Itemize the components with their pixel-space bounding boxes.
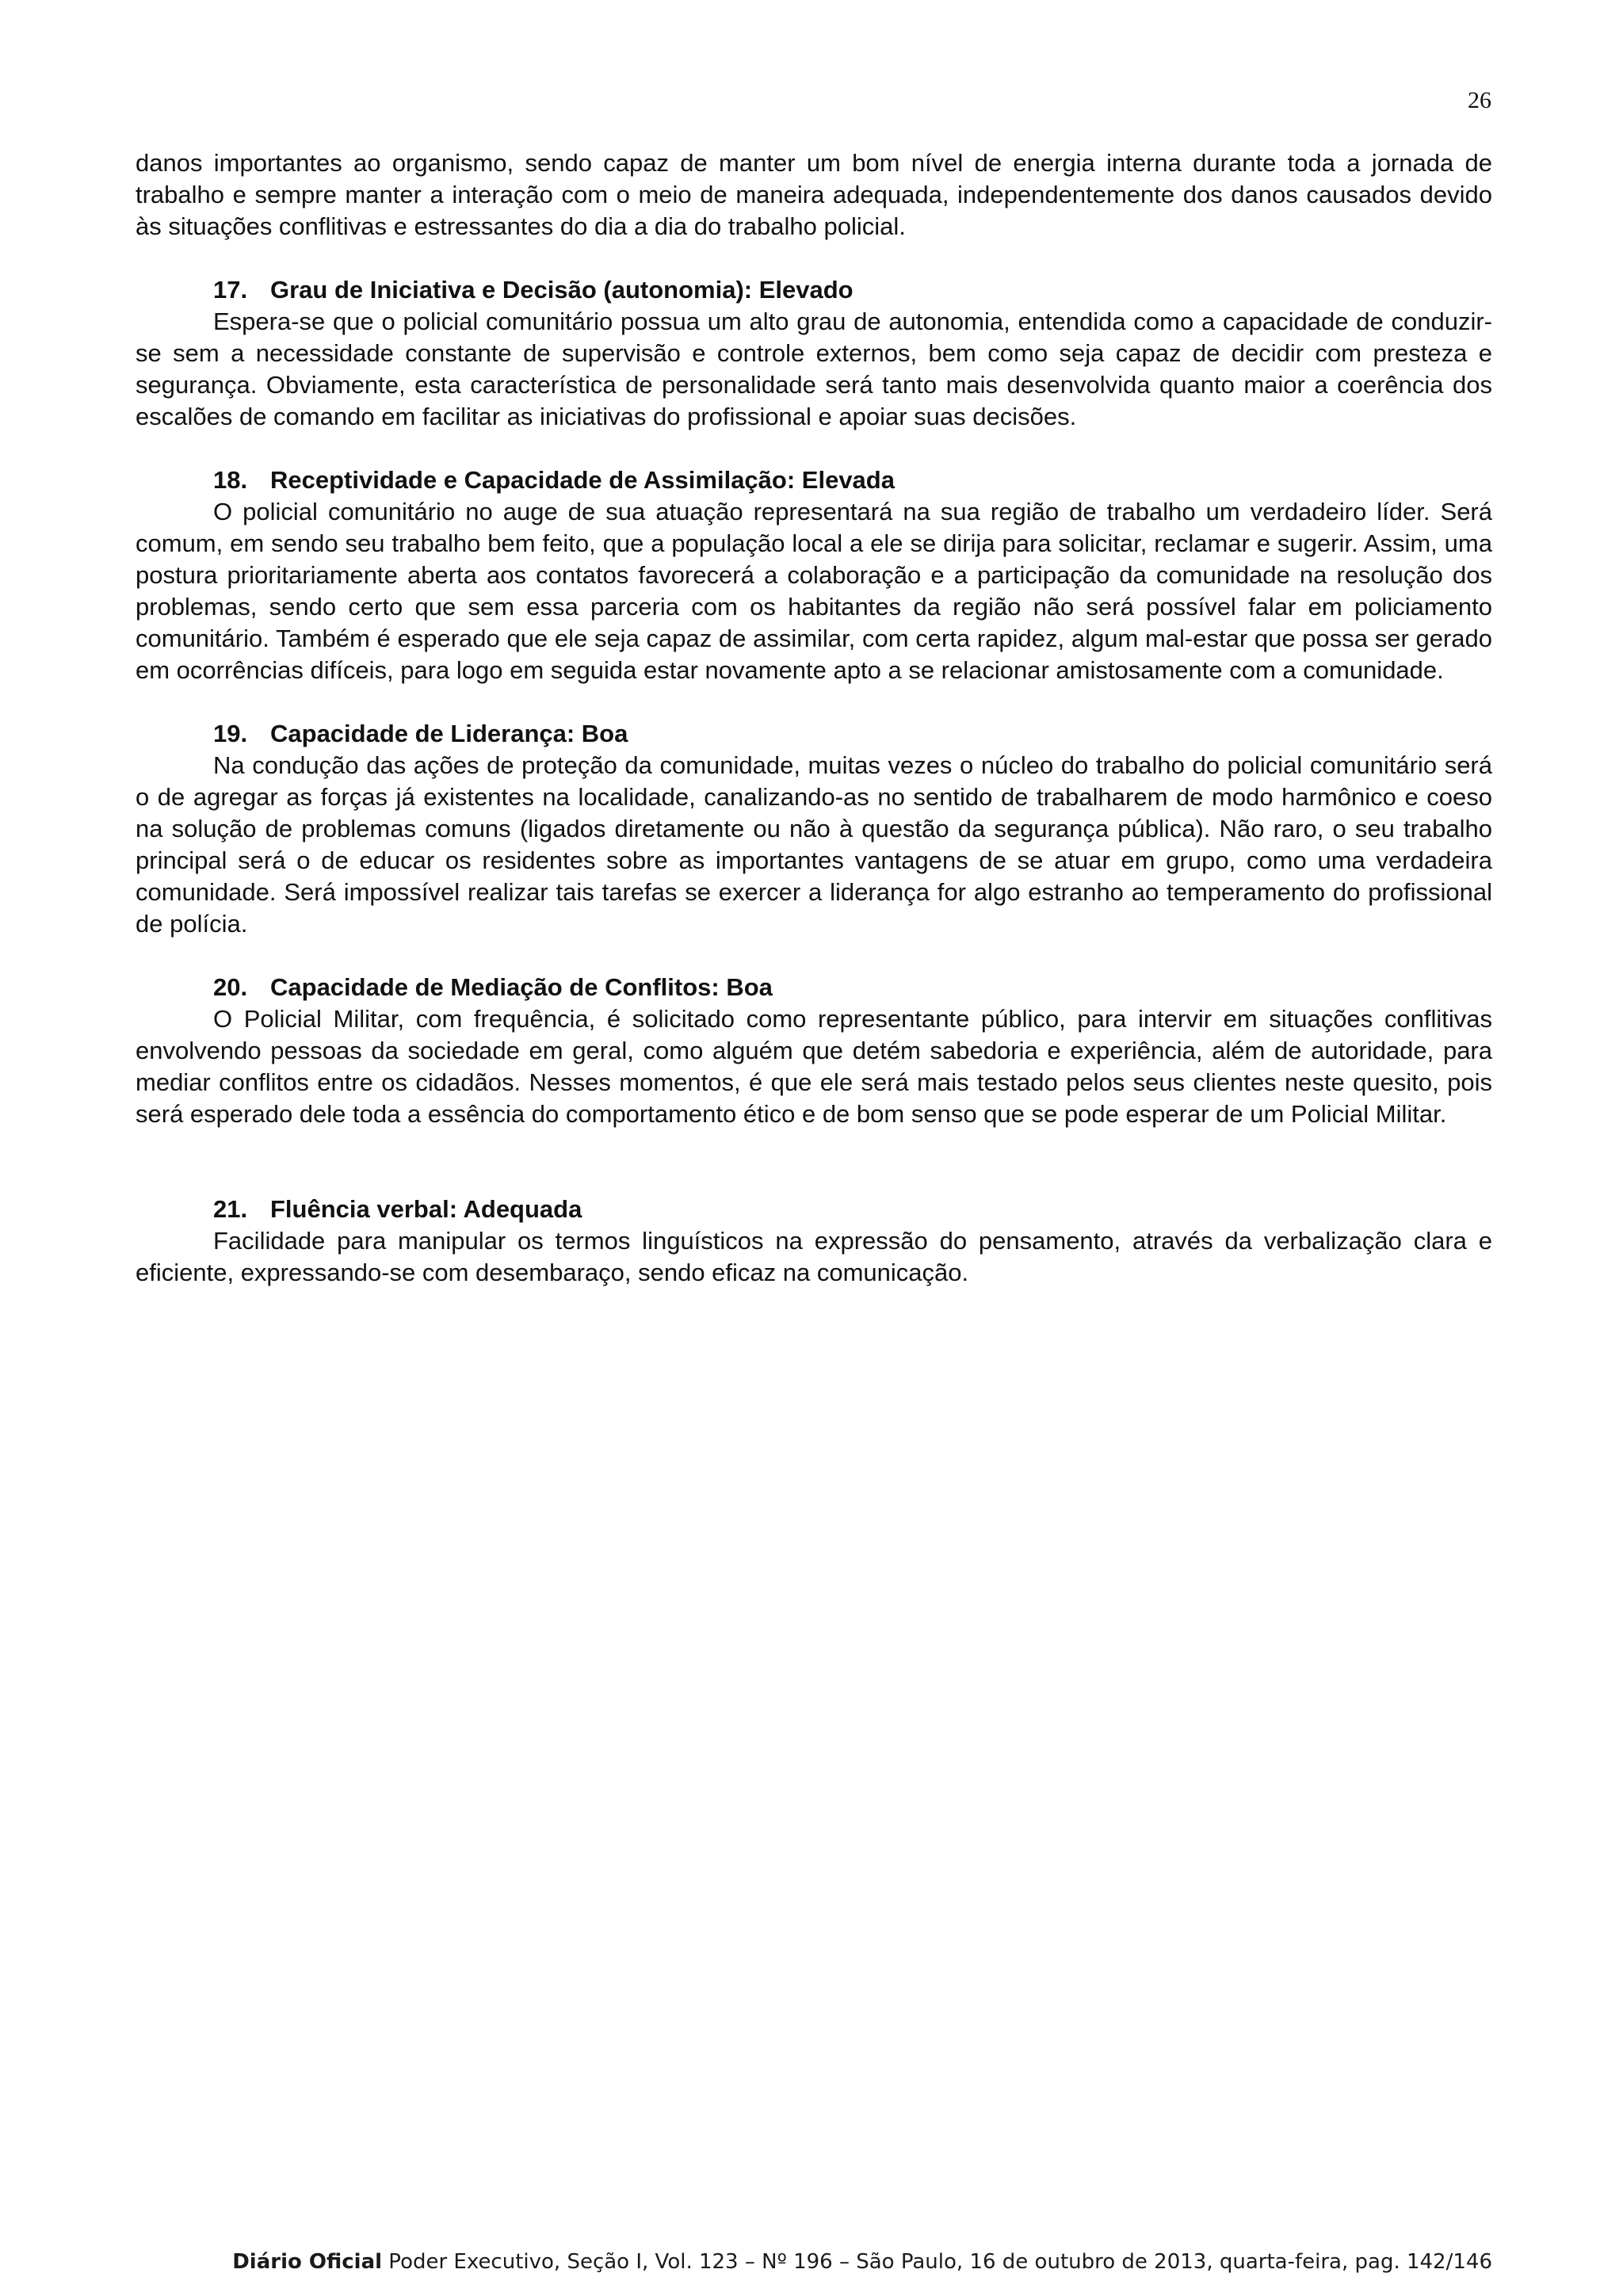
section-number: 19.	[213, 720, 248, 747]
section-body: O policial comunitário no auge de sua atuação representará na sua região de trabalho um verdadeiro líder. Será comum, em sendo seu trabalho bem feito, que a população local a ele se dirija para solicitar, reclamar e sugerir. Assim, uma postura prioritariamente aberta aos contatos favorecerá a colaboração e a participação da comunidade na resolução dos problemas, sendo certo que sem essa parceria com os habitantes da região não será possível falar em policiamento comunitário. Também é esperado que ele seja capaz de assimilar, com certa rapidez, algum mal-estar que possa ser gerado em ocorrências difíceis, para logo em seguida estar novamente apto a se relacionar amistosamente com a comunidade.	[136, 498, 1492, 684]
section-body: Facilidade para manipular os termos linguísticos na expressão do pensamento, através da verbalização clara e eficiente, expressando-se com desembaraço, sendo eficaz na comunicação.	[136, 1227, 1492, 1286]
section-19	[136, 718, 1492, 940]
section-title: Capacidade de Liderança: Boa	[270, 720, 628, 747]
section-heading	[136, 274, 1492, 306]
section-heading	[136, 1194, 1492, 1225]
section-heading	[136, 972, 1492, 1003]
section-body: Espera-se que o policial comunitário possua um alto grau de autonomia, entendida como a capacidade de conduzir-se sem a necessidade constante de supervisão e controle externos, bem como seja capaz de decidir com presteza e segurança. Obviamente, esta característica de personalidade será tanto mais desenvolvida quanto maior a coerência dos escalões de comando em facilitar as iniciativas do profissional e apoiar suas decisões.	[136, 308, 1492, 430]
section-title: Receptividade e Capacidade de Assimilação: Elevada	[270, 466, 895, 494]
section-body: Na condução das ações de proteção da comunidade, muitas vezes o núcleo do trabalho do policial comunitário será o de agregar as forças já existentes na localidade, canalizando-as no sentido de trabalharem de modo harmônico e coeso na solução de problemas comuns (ligados diretamente ou não à questão da segurança pública). Não raro, o seu trabalho principal será o de educar os residentes sobre as importantes vantagens de se atuar em grupo, como uma verdadeira comunidade. Será impossível realizar tais tarefas se exercer a liderança for algo estranho ao temperamento do profissional de polícia.	[136, 751, 1492, 938]
footer-brand: Diário Oficial	[232, 2250, 383, 2274]
section-20	[136, 972, 1492, 1130]
section-number: 21.	[213, 1195, 248, 1223]
section-number: 18.	[213, 466, 248, 494]
page-number: 26	[1468, 87, 1491, 113]
section-17	[136, 274, 1492, 433]
footer-publication-info: Poder Executivo, Seção I, Vol. 123 – Nº 196 – São Paulo, 16 de outubro de 2013, quarta-feira, pag. 142/146	[382, 2250, 1492, 2274]
section-21	[136, 1194, 1492, 1289]
section-number: 20.	[213, 973, 248, 1001]
section-title: Grau de Iniciativa e Decisão (autonomia): Elevado	[270, 276, 854, 304]
section-number: 17.	[213, 276, 248, 304]
section-body: O Policial Militar, com frequência, é solicitado como representante público, para intervir em situações conflitivas envolvendo pessoas da sociedade em geral, como alguém que detém sabedoria e experiência, além de autoridade, para mediar conflitos entre os cidadãos. Nesses momentos, é que ele será mais testado pelos seus clientes neste quesito, pois será esperado dele toda a essência do comportamento ético e de bom senso que se pode esperar de um Policial Militar.	[136, 1005, 1492, 1128]
section-18	[136, 464, 1492, 686]
page-footer	[136, 2249, 1492, 2275]
document-body	[136, 147, 1492, 1320]
section-heading	[136, 464, 1492, 496]
intro-paragraph: danos importantes ao organismo, sendo capaz de manter um bom nível de energia interna durante toda a jornada de trabalho e sempre manter a interação com o meio de maneira adequada, independentemente dos danos causados devido às situações conflitivas e estressantes do dia a dia do trabalho policial.	[136, 149, 1492, 240]
section-title: Capacidade de Mediação de Conflitos: Boa	[270, 973, 773, 1001]
section-title: Fluência verbal: Adequada	[270, 1195, 582, 1223]
section-heading	[136, 718, 1492, 750]
